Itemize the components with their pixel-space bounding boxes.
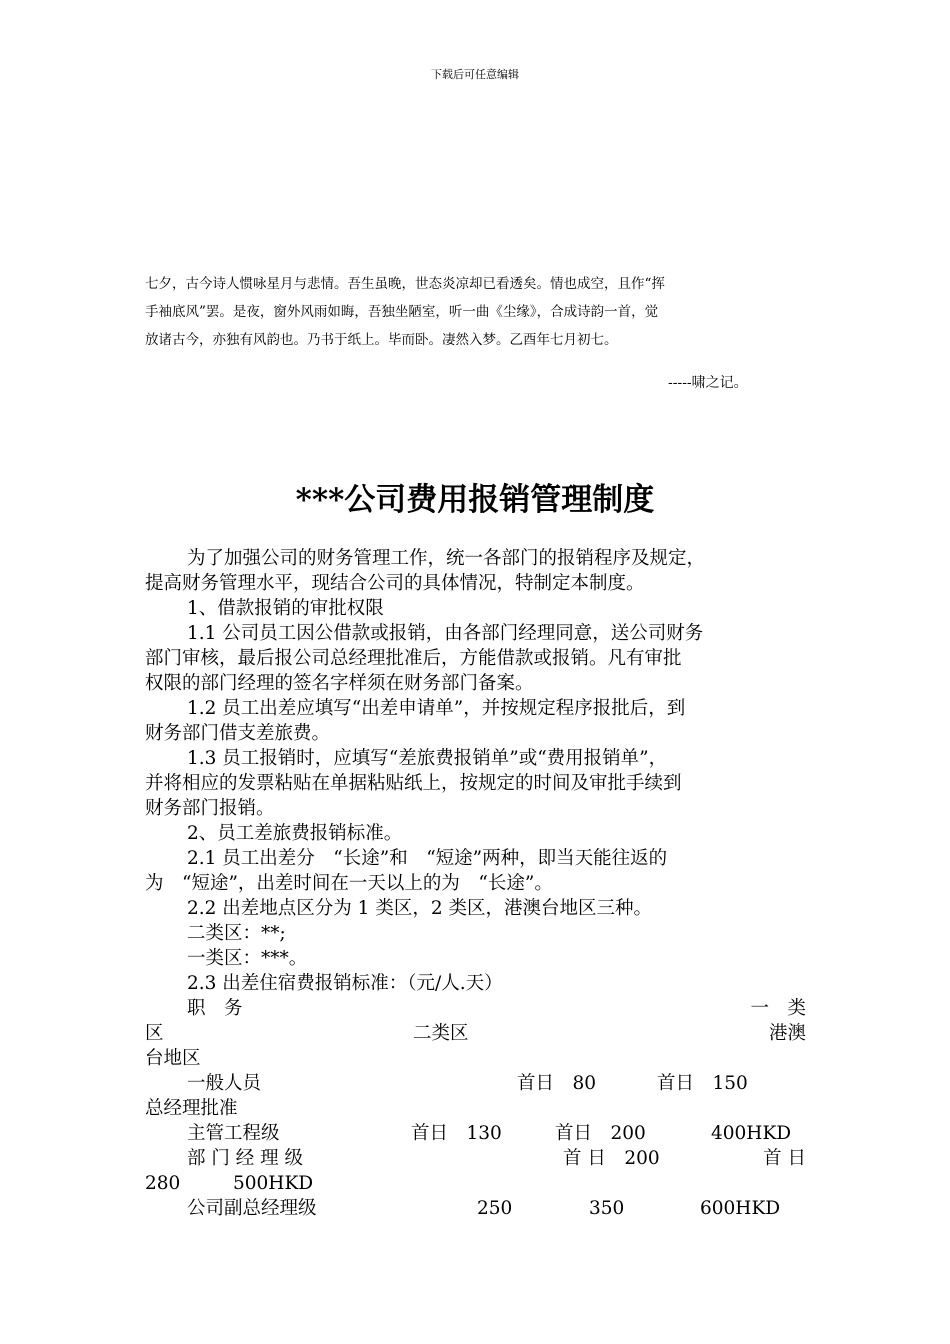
table-cell: 280 [145, 1173, 181, 1194]
paragraph-line: 为了加强公司的财务管理工作，统一各部门的报销程序及规定， [187, 548, 706, 569]
paragraph-line: 1.2 员工出差应填写“出差申请单”，并按规定程序报批后，到 [187, 698, 686, 719]
section-heading: 2、员工差旅费报销标准。 [187, 823, 403, 844]
table-header-cell: 区 [145, 1023, 164, 1044]
document-body [145, 546, 810, 1221]
table-cell: 600HKD [700, 1198, 781, 1219]
table-header-cell: 台地区 [145, 1048, 201, 1069]
zone-line: 二类区：**; [187, 923, 286, 944]
paragraph-line: 财务部门报销。 [145, 798, 275, 819]
table-header-cell: 二类区 [413, 1023, 469, 1044]
table-cell: 400HKD [711, 1123, 792, 1144]
preface-line: 手袖底风”罢。是夜，窗外风雨如晦，吾独坐陋室，听一曲《尘缘》，合成诗韵一首，觉 [145, 304, 659, 320]
table-cell: 500HKD [233, 1173, 314, 1194]
preface-line: 七夕，古今诗人惯咏星月与悲情。吾生虽晚，世态炎凉却已看透矣。情也成空，且作“挥 [145, 276, 665, 292]
table-cell: 350 [589, 1198, 625, 1219]
table-cell: 首日 80 [517, 1073, 597, 1094]
paragraph-line: 2.2 出差地点区分为 1 类区，2 类区，港澳台地区三种。 [187, 898, 652, 919]
paragraph-line: 提高财务管理水平，现结合公司的具体情况，特制定本制度。 [145, 573, 645, 594]
table-cell: 首 日 200 [563, 1148, 660, 1169]
table-cell: 一般人员 [187, 1073, 262, 1094]
table-row [145, 1096, 810, 1121]
table-cell: 250 [477, 1198, 513, 1219]
table-cell: 首日 150 [657, 1073, 748, 1094]
paragraph-line: 权限的部门经理的签名字样须在财务部门备案。 [145, 673, 534, 694]
table-header-row [145, 996, 810, 1021]
table-row [145, 1071, 810, 1096]
paragraph-line: 财务部门借支差旅费。 [145, 723, 331, 744]
table-cell: 公司副总经理级 [187, 1198, 317, 1219]
table-header-cell: 职 务 [187, 998, 243, 1019]
table-header-row [145, 1021, 810, 1046]
paragraph-line: 并将相应的发票粘贴在单据粘贴纸上，按规定的时间及审批手续到 [145, 773, 682, 794]
table-cell: 部 门 经 理 级 [187, 1148, 304, 1169]
table-cell: 首 日 [763, 1148, 806, 1169]
table-cell: 总经理批准 [145, 1098, 238, 1119]
table-header-row [145, 1046, 810, 1071]
paragraph-line: 为 “短途”，出差时间在一天以上的为 “长途”。 [145, 873, 553, 894]
table-header-cell: 一 类 [750, 998, 806, 1019]
paragraph-line: 2.3 出差住宿费报销标准：（元/人.天） [187, 973, 503, 994]
section-heading: 1、借款报销的审批权限 [187, 598, 384, 619]
header-note: 下载后可任意编辑 [431, 68, 519, 81]
paragraph-line: 1.3 员工报销时，应填写“差旅费报销单”或“费用报销单”， [187, 748, 668, 769]
preface-signature: -----啸之记。 [668, 375, 748, 391]
table-cell: 首日 200 [555, 1123, 646, 1144]
table-cell: 主管工程级 [187, 1123, 280, 1144]
zone-line: 一类区：***。 [187, 948, 308, 969]
document-title: ***公司费用报销管理制度 [295, 482, 655, 518]
paragraph-line: 2.1 员工出差分 “长途”和 “短途”两种，即当天能往返的 [187, 848, 668, 869]
table-row [145, 1146, 810, 1171]
table-header-cell: 港澳 [768, 1023, 806, 1044]
table-row [145, 1121, 810, 1146]
preface-line: 放诸古今，亦独有风韵也。乃书于纸上。毕而卧。凄然入梦。乙酉年七月初七。 [145, 332, 618, 348]
preface [145, 270, 810, 354]
paragraph-line: 部门审核，最后报公司总经理批准后，方能借款或报销。凡有审批 [145, 648, 682, 669]
paragraph-line: 1.1 公司员工因公借款或报销，由各部门经理同意，送公司财务 [187, 623, 704, 644]
table-row [145, 1196, 810, 1221]
table-row [145, 1171, 810, 1196]
table-cell: 首日 130 [411, 1123, 502, 1144]
